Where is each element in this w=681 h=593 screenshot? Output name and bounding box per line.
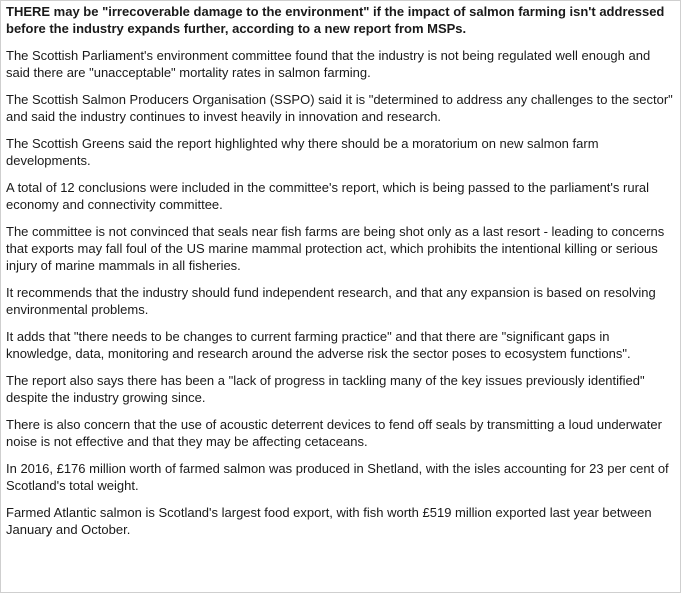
article-paragraph-2: The Scottish Salmon Producers Organisation (SSPO) said it is "determined to address any challenges to the sector" and said the industry continues to invest heavily in innovation and research. [6,92,673,124]
article-paragraph-9: There is also concern that the use of acoustic deterrent devices to fend off seals by transmitting a loud underwater noise is not effective and that they may be affecting cetaceans. [6,417,662,449]
article-paragraph-8: The report also says there has been a "lack of progress in tackling many of the key issues previously identified" despite the industry growing since. [6,373,645,405]
article-paragraph-4: A total of 12 conclusions were included in the committee's report, which is being passed to the parliament's rural economy and connectivity committee. [6,180,650,212]
article-paragraph-5: The committee is not convinced that seals near fish farms are being shot only as a last resort - leading to concerns that exports may fall foul of the US marine mammal protection act, which prohibits the intentional killing or serious injury of marine mammals in all fisheries. [6,224,665,273]
article-lead: THERE may be "irrecoverable damage to the environment" if the impact of salmon farming isn't addressed before the industry expands further, according to a new report from MSPs. [6,4,665,36]
article-paragraph-10: In 2016, £176 million worth of farmed salmon was produced in Shetland, with the isles accounting for 23 per cent of Scotland's total weight. [6,461,669,493]
article-paragraph-11: Farmed Atlantic salmon is Scotland's largest food export, with fish worth £519 million exported last year between January and October. [6,505,652,537]
article-paragraph-1: The Scottish Parliament's environment committee found that the industry is not being regulated well enough and said there are "unacceptable" mortality rates in salmon farming. [6,48,651,80]
article-paragraph-7: It adds that "there needs to be changes to current farming practice" and that there are "significant gaps in knowledge, data, monitoring and research around the adverse risk the sector poses to ecosystem functions". [6,329,631,361]
article-paragraph-3: The Scottish Greens said the report highlighted why there should be a moratorium on new salmon farm developments. [6,136,599,168]
article-paragraph-6: It recommends that the industry should fund independent research, and that any expansion is based on resolving environmental problems. [6,285,656,317]
article-body [6,3,674,548]
